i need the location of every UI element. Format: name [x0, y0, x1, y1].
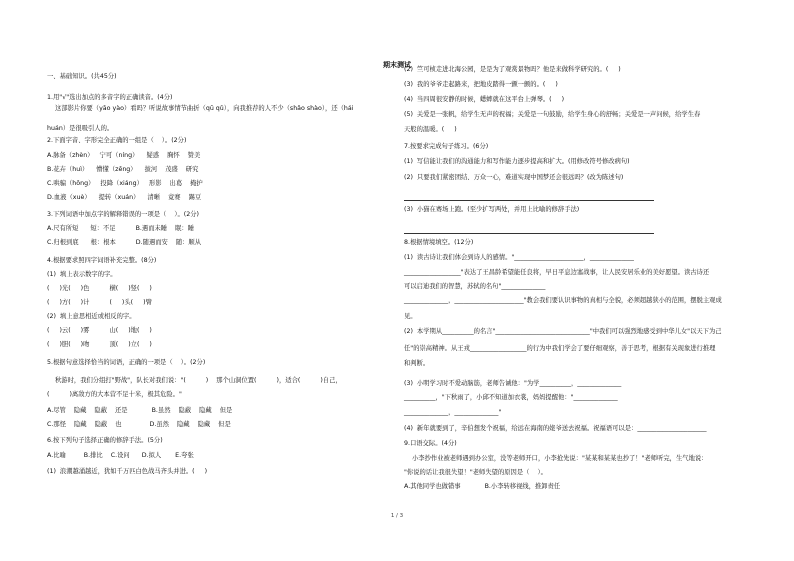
left-line-15: ( )光( )色 横( )竖( ): [47, 285, 152, 292]
right-line-5: 天般的温暖。( ): [404, 126, 457, 133]
left-line-16: ( )方( )计 ( )头( )臂: [47, 299, 152, 306]
left-line-1: 一、基础知识。(共45分): [47, 73, 117, 80]
page-number: 1 / 3: [390, 513, 404, 519]
right-line-6: 7.按要求完成句子练习。(6分): [404, 143, 489, 150]
left-line-7: B.花卉（huì） 懵懂（zēng） 拔河 茂盛 研究: [47, 166, 199, 173]
answer-line[interactable]: [404, 200, 654, 201]
right-line-10: (3) 小猫在赛场上跑。(至少扩写两处，并用上比喻的修辞手法): [404, 206, 580, 213]
right-line-25: 9.口语交际。(4分): [404, 440, 457, 447]
left-line-24: C.那怪 隐藏 隐蔽 也 D.虽然 隐藏 隐藏 但是: [47, 421, 231, 428]
page-title: 期末测试: [383, 61, 411, 69]
right-line-24: (4) 新年就要到了，辛伯想发个祝福，给远在海南的姥爷送去祝福。祝福语可以是：______________________: [404, 425, 707, 432]
left-line-20: 5.根据句意选择恰当的词语，正确的一项是（ ）。(2分): [47, 359, 206, 366]
right-line-4: (5) 关爱是一张帆，给学生无声的祝福；关爱是一句鼓励，给学生身心的舒畅；关爱是一声问候，给学生春: [404, 111, 701, 118]
left-line-11: A.尺有所短 短：不足 B.遇而未睡 眠：睡: [47, 225, 195, 232]
left-line-9: D.血液（xuè） 提转（xuán） 清晰 竟赛 踢豆: [47, 194, 202, 201]
right-line-16: ______________，______________________"教会我们要认识事物的真相与全貌，必须超越狭小的范围，摆脱主观成: [404, 297, 722, 304]
right-line-20: 和判断。: [404, 360, 430, 367]
right-line-7: (1) 写信能让我们的沟通能力和写作能力逐步提高和扩大。(用修改符号修改病句): [404, 158, 630, 165]
left-line-18: ( )云( )雾 山( )地( ): [47, 327, 152, 334]
left-line-5: 2.下面字音、字形完全正确的一组是（ ）。(2分): [47, 137, 187, 144]
right-line-8: (2) 只要我们紧密团结、万众一心，难道实现中国梦还会很远吗？(改为陈述句): [404, 174, 624, 181]
right-line-21: (3) 小明学习时不爱动脑筋，老师告诫他："为学__________，______________: [404, 380, 622, 387]
right-line-22: __________，"下秋雨了，小邱不知道加衣裳，妈妈提醒他："______________: [404, 394, 618, 401]
right-line-15: 可以启迪我们的智慧，苏轼的名句"______________: [404, 283, 546, 290]
right-line-3: (4) 当四周很安静的时候，蟋蟀就在这平台上弹琴。( ): [404, 96, 565, 103]
right-line-12: 8.根据情境填空。(12分): [404, 239, 474, 246]
right-line-19: 任"的崇高精神。从王戎__________________的行为中我们学会了要仔细观察，善于思考，根据有关现象进行推理: [404, 345, 716, 352]
right-line-2: (3) 我的爷爷走起路来，把地皮踏得一颤一颤的。( ): [404, 81, 558, 88]
right-line-13: (1) 读古诗让我们体会到诗人的感情。"______________________，______________: [404, 254, 634, 261]
answer-line[interactable]: [404, 233, 654, 234]
left-line-14: (1) 填上表示数字的字。: [47, 271, 117, 278]
left-line-3: 这部影片你要（yāo yào）看吗？听说故事情节曲折（qū qǔ），向我推荐的人不少（shǎo shào），还（hái: [47, 105, 354, 112]
right-line-27: "你说的话让我很失望！"老师失望的原因是（ ）。: [404, 469, 547, 476]
right-line-26: 小李抄作业被老师遇到办公室，没等老师开口，小李抢先说："某某和某某也抄了！"老师听完，生气地说：: [404, 455, 708, 462]
left-line-4: huán）是很吸引人的。: [47, 125, 114, 132]
left-line-12: C.归根到底 根：根本 D.随遇而安 随：顺从: [47, 239, 202, 246]
left-line-2: 1.用"√"选出加点的多音字的正确读音。(4分): [47, 94, 173, 101]
left-line-17: (2) 填上意思相近或相反的字。: [47, 313, 136, 320]
right-line-17: 见。: [404, 313, 417, 320]
left-line-26: A.比喻 B.排比 C.设问 D.拟人 E.夸张: [47, 452, 194, 459]
left-line-21: 秋游时，我们分组打"野战"，队长对我们说："( ) 那个山洞位置( )，适合( )自己，: [47, 377, 342, 384]
left-line-19: ( )胆( )吻 顶( )立( ): [47, 341, 152, 348]
right-line-1: (2) 竺可桢走进北海公园，是是为了观赏景物吗？他是来做科学研究的。( ): [404, 66, 621, 73]
left-line-13: 4.根据要求照四字词语补充完整。(8分): [47, 257, 157, 264]
left-line-10: 3.下列词语中加点字的解释错误的一项是（ ）。(2分): [47, 211, 200, 218]
left-line-23: A.尽管 隐藏 隐蔽 还是 B.虽然 隐蔽 隐藏 但是: [47, 407, 233, 414]
left-line-6: A.脉备（zhèn） 宁可（níng） 疑惑 胸怀 赞美: [47, 152, 201, 159]
left-line-27: (1) 浪潮越涌越近，犹如千万匹白色战马齐头并进。( ): [47, 468, 208, 475]
left-line-25: 6.按下列句子选择正确的修辞手法。(5分): [47, 437, 163, 444]
left-line-8: C.哄骗（hōng） 投降（xiáng） 形影 出葛 掩护: [47, 180, 203, 187]
right-line-28: A.其他同学也做错事 B.小李转移视线，推卸责任: [404, 483, 561, 490]
right-line-23: ______________，______________": [404, 409, 502, 416]
right-line-18: (2) 本学期从__________的名言"______________________________"中我们可以强烈地感受到中华儿女"以天下为己: [404, 328, 722, 335]
right-line-14: __________________"表达了王昌龄希望能任良将，早日平息边塞战事，让人民安居乐业的美好愿望。读古诗还: [404, 269, 710, 276]
left-line-22: ( )离敌方的大本营不足十米，极其危险。": [47, 391, 182, 398]
